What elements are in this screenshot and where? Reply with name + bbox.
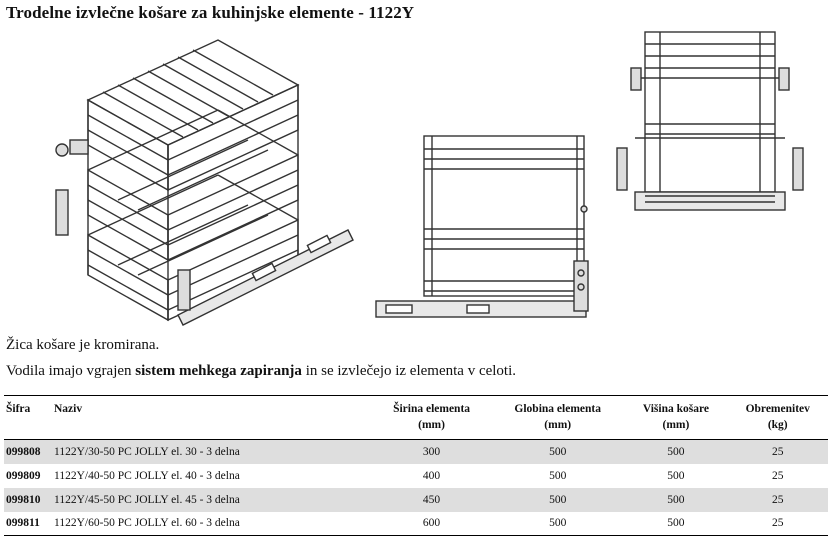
cell-width: 450 bbox=[372, 488, 491, 512]
cell-load: 25 bbox=[727, 488, 828, 512]
description-chrome-wire: Žica košare je kromirana. bbox=[6, 337, 160, 353]
basket-tier-top bbox=[88, 40, 298, 190]
col-header-height: Višina košare (mm) bbox=[624, 396, 727, 440]
cell-width: 600 bbox=[372, 512, 491, 536]
table-row bbox=[4, 464, 828, 488]
col-header-depth: Globina elementa (mm) bbox=[491, 396, 624, 440]
cell-height: 500 bbox=[624, 488, 727, 512]
col-header-load: Obremenitev (kg) bbox=[727, 396, 828, 440]
cell-width: 300 bbox=[372, 440, 491, 464]
basket-front-view-drawing bbox=[605, 28, 805, 228]
cell-width: 400 bbox=[422, 469, 441, 482]
table-header-row bbox=[4, 396, 828, 440]
col-header-name: Naziv bbox=[52, 396, 372, 440]
side-view-bracket bbox=[574, 261, 588, 311]
description-highlight: sistem mehkega zapiranja bbox=[135, 363, 302, 379]
table-row bbox=[4, 512, 828, 536]
side-view-runner bbox=[376, 301, 586, 317]
front-view-bottom-tray bbox=[635, 192, 785, 210]
description-text: in se izvlečejo iz elementa v celoti. bbox=[301, 363, 517, 379]
mounting-bracket-left bbox=[56, 140, 88, 235]
cell-name: 1122Y/40-50 PC JOLLY el. 40 - 3 delna bbox=[54, 469, 240, 482]
basket-side-view-drawing bbox=[372, 131, 604, 331]
cell-height: 500 bbox=[624, 440, 727, 464]
cell-name: 1122Y/30-50 PC JOLLY el. 30 - 3 delna bbox=[52, 440, 372, 464]
cell-name: 1122Y/60-50 PC JOLLY el. 60 - 3 delna bbox=[52, 512, 372, 536]
cell-depth: 500 bbox=[491, 488, 624, 512]
cell-load: 25 bbox=[727, 512, 828, 536]
cell-depth: 500 bbox=[491, 512, 624, 536]
col-header-width: Širina elementa (mm) bbox=[372, 396, 491, 440]
description-text: Vodila imajo vgrajen bbox=[6, 363, 136, 379]
cell-depth: 500 bbox=[549, 469, 567, 482]
product-drawings bbox=[0, 26, 833, 334]
table-row bbox=[4, 488, 828, 512]
cell-depth: 500 bbox=[491, 440, 624, 464]
col-header-code: Šifra bbox=[4, 396, 52, 440]
page-title: Trodelne izvlečne košare za kuhinjske elemente - 1122Y bbox=[6, 3, 415, 22]
product-spec-table bbox=[4, 395, 828, 536]
cell-height: 500 bbox=[624, 512, 727, 536]
cell-code: 099811 bbox=[4, 512, 52, 536]
cell-code: 099810 bbox=[4, 488, 52, 512]
cell-code: 099808 bbox=[4, 440, 52, 464]
table-row bbox=[4, 440, 828, 464]
cell-load: 25 bbox=[727, 440, 828, 464]
basket-isometric-drawing bbox=[48, 30, 358, 330]
cell-code: 099809 bbox=[6, 469, 41, 482]
mounting-bracket-bottom bbox=[178, 270, 190, 310]
cell-name: 1122Y/45-50 PC JOLLY el. 45 - 3 delna bbox=[52, 488, 372, 512]
cell-height: 500 bbox=[667, 469, 685, 482]
description-soft-close bbox=[6, 363, 516, 380]
cell-load: 25 bbox=[771, 469, 784, 482]
basket-tier-bottom bbox=[88, 175, 298, 320]
